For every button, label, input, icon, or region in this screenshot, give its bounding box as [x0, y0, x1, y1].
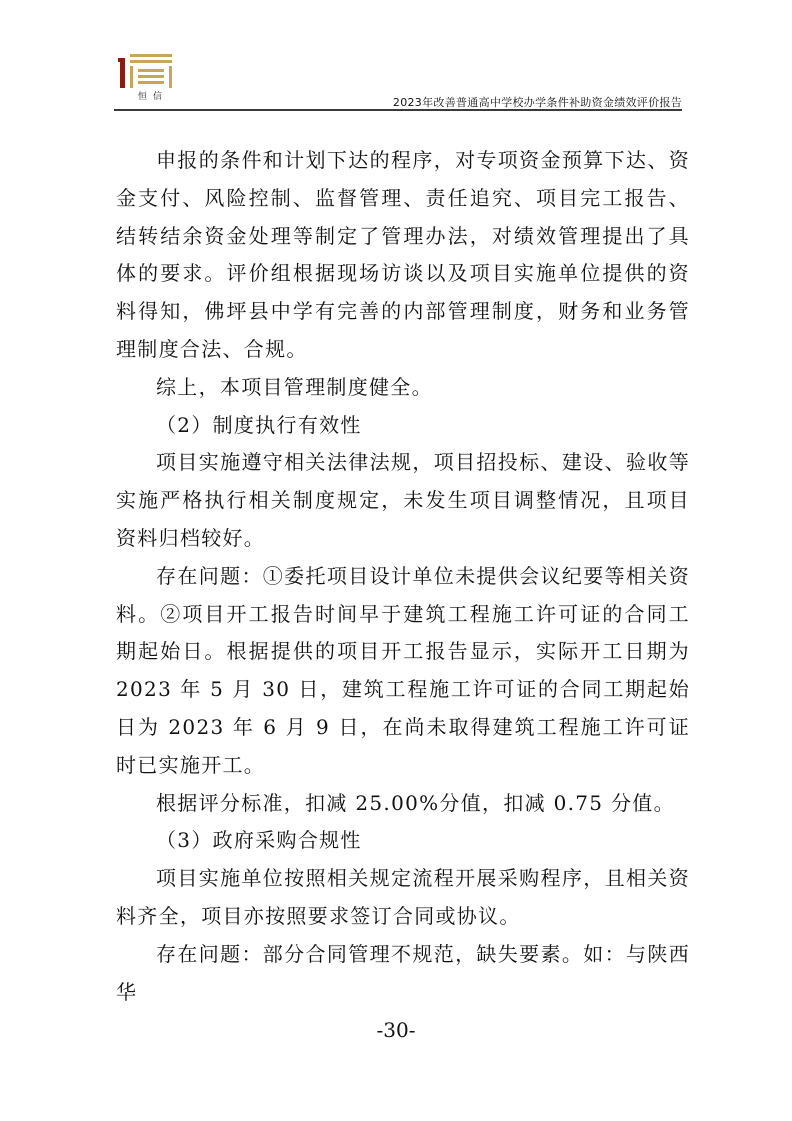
paragraph-management-rules: 申报的条件和计划下达的程序，对专项资金预算下达、资金支付、风险控制、监督管理、责任追究、项目完工报告、结转结余资金处理等制定了管理办法，对绩效管理提出了具体的要求。评价组根据现场访谈以及项目实施单位提供的资料得知，佛坪县中学有完善的内部管理制度，财务和业务管理制度合法、合规。 — [116, 148, 690, 361]
paragraph-problems-1: 存在问题：①委托项目设计单位未提供会议纪要等相关资料。②项目开工报告时间早于建筑工程施工许可证的合同工期起始日。根据提供的项目开工报告显示，实际开工日期为 2023 年 5 月 30 日，建筑工程施工许可证的合同工期起始日为 2023 年 6 月 9 日，在尚未取得建筑工程施工许可证时已实施开工。 — [116, 563, 690, 777]
paragraph-summary: 综上，本项目管理制度健全。 — [156, 374, 433, 399]
paragraph-procurement: 项目实施单位按照相关规定流程开展采购程序，且相关资料齐全，项目亦按照要求签订合同或协议。 — [116, 866, 690, 928]
document-body — [116, 142, 690, 1011]
heading-procurement-compliance: （3）政府采购合规性 — [156, 828, 362, 853]
report-header-title: 2023年改善普通高中学校办学条件补助资金绩效评价报告 — [392, 96, 682, 109]
paragraph-score-deduction: 根据评分标准，扣减 25.00%分值，扣减 0.75 分值。 — [156, 790, 675, 815]
paragraph-problems-2: 存在问题：部分合同管理不规范，缺失要素。如：与陕西华 — [116, 941, 690, 1004]
logo-text: 恒信 — [138, 92, 169, 102]
page-number: -30- — [376, 1018, 416, 1042]
paragraph-execution: 项目实施遵守相关法律法规，项目招投标、建设、验收等实施严格执行相关制度规定，未发生项目调整情况，且项目资料归档较好。 — [116, 450, 690, 550]
heading-system-execution: （2）制度执行有效性 — [156, 412, 362, 437]
header-divider — [114, 109, 682, 111]
